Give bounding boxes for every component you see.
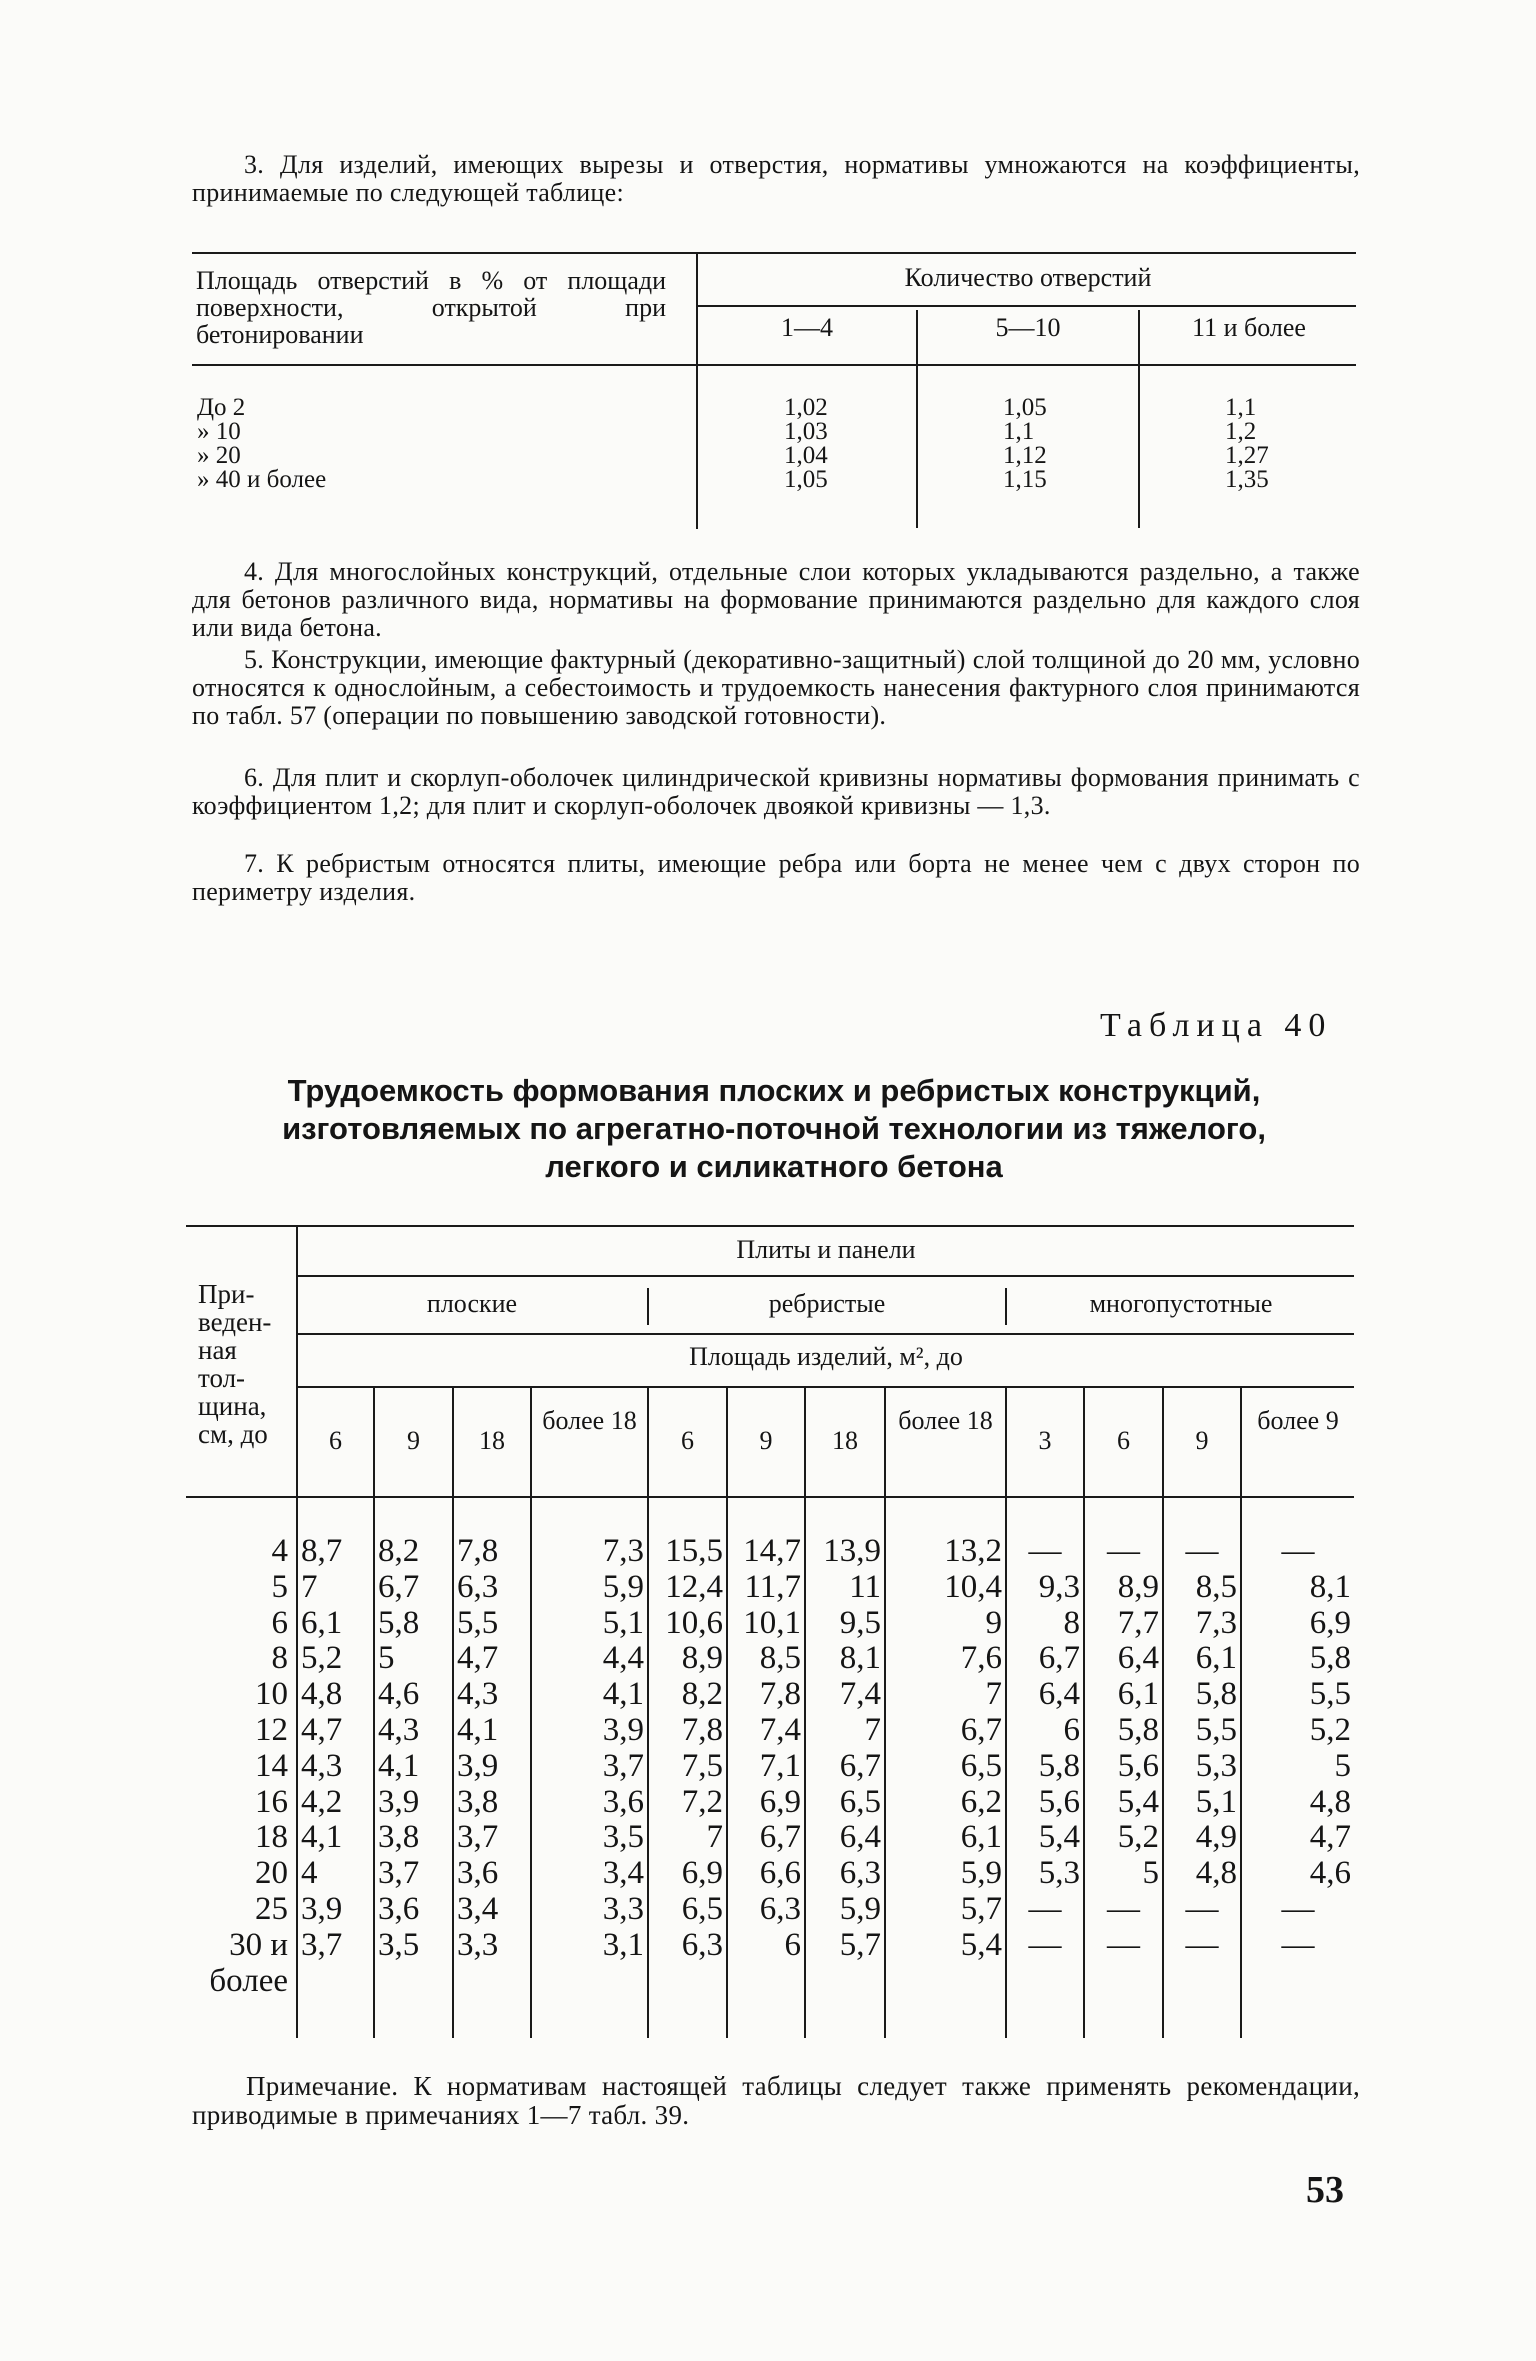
paragraph-3: 3. Для изделий, имеющих вырезы и отверстия, нормативы умножаются на коэффициенты, принимаемые по следующей таблице: [192,150,1360,207]
row-label: более [209,1962,288,1999]
table-rule [297,1333,1354,1335]
table-cell: 4,1 [457,1711,499,1748]
table-rule [726,1387,728,2038]
table-rule [186,1225,1354,1227]
table-column [809,1534,881,1964]
table-cell: 6,9 [681,1855,723,1892]
table1-row-label: » 10 [197,418,241,445]
table-cell: 7 [985,1676,1002,1713]
table-cell: 4,2 [301,1783,343,1820]
table-cell: 6,7 [839,1747,881,1784]
table-cell: 5 [1142,1855,1159,1892]
table-cell: 5,2 [1117,1819,1159,1856]
table-rule [373,1387,375,2038]
table-cell: — [1281,1926,1315,1963]
table-cell: 5,8 [1309,1640,1351,1677]
table-column [301,1534,370,1964]
table-cell: 3,7 [301,1926,343,1963]
table-cell: — [1028,1890,1062,1927]
table-cell: 7 [706,1819,723,1856]
table-cell: 4,1 [378,1747,420,1784]
subgroup-header: плоские [426,1289,518,1318]
table-cell: 4,1 [602,1676,644,1713]
table-cell: 5 [378,1640,395,1677]
table-cell: 3,4 [457,1890,499,1927]
table-column [731,1534,801,1964]
table-cell: 7,4 [759,1711,801,1748]
paragraph-7: 7. К ребристым относятся плиты, имеющие ребра или борта не менее чем с двух сторон по периметру изделия. [192,849,1360,906]
table-rule [647,1288,649,1325]
table-cell: 11 [849,1568,881,1605]
table-cell: 5,3 [1038,1855,1080,1892]
table-cell: — [1185,1926,1219,1963]
table-cell: 4,3 [378,1711,420,1748]
table-cell: 7,3 [1195,1604,1237,1641]
table-cell: 8 [1063,1604,1080,1641]
table-cell: 3,8 [457,1783,499,1820]
table-cell: 3,3 [602,1890,644,1927]
column-header: 9 [759,1426,773,1455]
stub-header: При- веден- ная тол- щина, см, до [198,1279,272,1449]
table-cell: — [1281,1533,1315,1569]
table-cell: 6,4 [1038,1676,1080,1713]
table-cell: 6,3 [457,1568,499,1605]
table-cell: 7,5 [681,1747,723,1784]
table-cell: 8,2 [681,1676,723,1713]
table1-column-header: 1—4 [781,313,833,342]
table1-cell: 1,15 [1003,466,1047,493]
table-cell: — [1107,1926,1140,1963]
column-header: 6 [1117,1426,1130,1455]
table-cell: 6,4 [839,1819,881,1856]
table-cell: 6,7 [1038,1640,1080,1677]
table-cell: 4,4 [602,1640,644,1677]
table-cell: 5,5 [1309,1676,1351,1713]
table-cell: 6,1 [1117,1676,1159,1713]
table-cell: 8,7 [301,1533,343,1569]
table-rule [1005,1288,1007,1325]
table-cell: 5,5 [1195,1711,1237,1748]
table-cell: 4,9 [1195,1819,1237,1856]
area-header: Площадь изделий, м², до [689,1342,963,1371]
column-header: более 18 [898,1406,993,1435]
column-header: 6 [329,1426,342,1455]
table1-column-header: 5—10 [995,313,1061,342]
table-cell: 5,8 [1038,1747,1080,1784]
table1-cell: 1,02 [784,394,828,421]
table-cell: 6,7 [759,1819,801,1856]
table-cell: 5,9 [839,1890,881,1927]
table-rule [647,1387,649,2038]
table-cell: 5,8 [1195,1676,1237,1713]
table1-cell: 1,35 [1225,466,1269,493]
table-cell: 5,2 [1309,1711,1351,1748]
table1-header-left: Площадь отверстий в % от площади поверхности, открытой при бетонировании [196,266,666,349]
table-cell: 4 [301,1855,318,1892]
table-cell: 6,9 [759,1783,801,1820]
table-column [1010,1534,1080,1964]
table-rule [697,305,1356,307]
table-cell: 7,8 [457,1533,499,1569]
row-label: 14 [255,1747,288,1784]
table-rule [916,310,918,528]
table-rule [297,1386,1354,1388]
table-cell: — [1185,1533,1219,1569]
table-cell: 7,6 [960,1640,1002,1677]
table-cell: 12,4 [665,1568,723,1605]
table-cell: 3,7 [457,1819,499,1856]
table-cell: 10,6 [665,1604,723,1641]
subgroup-header: многопустотные [1089,1289,1273,1318]
table-cell: 6,9 [1309,1604,1351,1641]
table-cell: 6,1 [301,1604,343,1641]
table-cell: 4,7 [1309,1819,1351,1856]
table-cell: 7,7 [1117,1604,1159,1641]
table-cell: — [1107,1533,1140,1569]
table-cell: — [1185,1890,1219,1927]
table-cell: 3,7 [602,1747,644,1784]
table-rule [452,1387,454,2038]
table-cell: 3,6 [378,1890,420,1927]
table-cell: 4,8 [301,1676,343,1713]
table-cell: 13,2 [944,1533,1002,1569]
page-number: 53 [1306,2169,1344,2211]
table1-cell: 1,05 [784,466,828,493]
table-cell: 6,3 [759,1890,801,1927]
table-cell: 3,7 [378,1855,420,1892]
table-cell: 3,5 [378,1926,420,1963]
table-cell: 3,3 [457,1926,499,1963]
table-title-line: изготовляемых по агрегатно-поточной технологии из тяжелого, [282,1111,1266,1146]
table-rule [1240,1387,1242,2038]
row-label: 18 [255,1819,288,1856]
table-cell: 7,4 [839,1676,881,1713]
table1-cell: 1,27 [1225,442,1269,469]
table-cell: 3,8 [378,1819,420,1856]
table-cell: 11,7 [744,1568,801,1605]
table-cell: 6,5 [960,1747,1002,1784]
table-cell: 7 [864,1711,881,1748]
column-header: 18 [479,1426,505,1455]
table-cell: 6,5 [839,1783,881,1820]
table-cell: — [1281,1890,1315,1927]
table-cell: 5,3 [1195,1747,1237,1784]
table-cell: 3,1 [602,1926,644,1963]
table-cell: 5,5 [457,1604,499,1641]
row-label: 4 [271,1533,288,1569]
table-cell: 5,8 [378,1604,420,1641]
table-cell: 3,5 [602,1819,644,1856]
table-cell: 5,7 [960,1890,1002,1927]
table-cell: 4,3 [457,1676,499,1713]
table-cell: 4,8 [1309,1783,1351,1820]
row-label: 10 [255,1676,288,1713]
table1-cell: 1,1 [1225,394,1257,421]
subgroup-header: ребристые [768,1289,886,1318]
table-cell: 4,7 [457,1640,499,1677]
column-header: 9 [1195,1426,1209,1455]
table-cell: 14,7 [743,1533,801,1569]
table-cell: 10,4 [944,1568,1002,1605]
row-label: 5 [271,1568,288,1605]
table-cell: 6 [784,1926,801,1963]
row-label: 25 [255,1890,288,1927]
table-cell: 8,2 [378,1533,420,1569]
table-column [1167,1534,1237,1964]
table-cell: 9,3 [1038,1568,1080,1605]
table-cell: 5,1 [602,1604,644,1641]
table-cell: 5,4 [960,1926,1002,1963]
table-title-line: легкого и силикатного бетона [545,1149,1003,1184]
table-cell: 8,1 [839,1640,881,1677]
table-cell: 6,4 [1117,1640,1159,1677]
table-cell: 10,1 [743,1604,801,1641]
table-cell: 5,9 [602,1568,644,1605]
table-rule [1138,310,1140,528]
table-rule [192,364,1356,366]
table1-cell: 1,12 [1003,442,1047,469]
table-column [889,1534,1002,1964]
table-rule [530,1387,532,2038]
table-cell: 6,5 [681,1890,723,1927]
table-cell: 7 [301,1568,318,1605]
table-cell: 6,1 [960,1819,1002,1856]
table-cell: 15,5 [665,1533,723,1569]
table-cell: 8,5 [759,1640,801,1677]
table1-cell: 1,05 [1003,394,1047,421]
table-cell: 4,6 [1309,1855,1351,1892]
row-label: 8 [271,1640,288,1677]
table-column [457,1534,527,1964]
paragraph-6: 6. Для плит и скорлуп-оболочек цилиндрической кривизны нормативы формования принимать с коэффициентом 1,2; для плит и скорлуп-оболочек двоякой кривизны — 1,3. [192,763,1360,820]
table-cell: 8,9 [681,1640,723,1677]
table-cell: 3,6 [457,1855,499,1892]
table-cell: 6,3 [681,1926,723,1963]
paragraph-5: 5. Конструкции, имеющие фактурный (декоративно-защитный) слой толщиной до 20 мм, условно относятся к однослойным, а себестоимость и трудоемкость нанесения фактурного слоя принимаются по табл. 57 (операции по повышению заводской готовности). [192,645,1360,730]
table1-cell: 1,03 [784,418,828,445]
table-column [535,1534,644,1964]
row-label: 16 [255,1783,288,1820]
row-label: 6 [271,1604,288,1641]
table1-row-label: » 20 [197,442,241,469]
table1-cell: 1,2 [1225,418,1257,445]
table-cell: 4,1 [301,1819,343,1856]
table-cell: 5,6 [1038,1783,1080,1820]
table-cell: 3,9 [301,1890,343,1927]
table-column [652,1534,723,1964]
table-cell: 7,8 [681,1711,723,1748]
table1-header-group: Количество отверстий [904,263,1152,292]
table1-column-header: 11 и более [1192,313,1306,342]
table-cell: 9 [985,1604,1002,1641]
row-label: 30 и [229,1926,288,1963]
table-cell: 5,7 [839,1926,881,1963]
table-cell: 6,7 [378,1568,420,1605]
table-title [192,1072,1356,1186]
table-cell: — [1107,1890,1140,1927]
table-title-line: Трудоемкость формования плоских и ребристых конструкций, [287,1073,1261,1108]
row-label: 12 [255,1711,288,1748]
table-cell: 3,9 [602,1711,644,1748]
table-cell: 6,7 [960,1711,1002,1748]
table-cell: 6,2 [960,1783,1002,1820]
table-cell: 3,9 [457,1747,499,1784]
table-cell: 6,3 [839,1855,881,1892]
row-label: 20 [255,1855,288,1892]
table-rule [186,1496,1354,1498]
table-cell: 5,4 [1038,1819,1080,1856]
table-cell: 13,9 [823,1533,881,1569]
table-cell: 5,2 [301,1640,343,1677]
table-cell: 6,6 [759,1855,801,1892]
column-header: 18 [832,1426,858,1455]
table-rule [696,252,698,529]
table-cell: 4,6 [378,1676,420,1713]
table-column [1088,1534,1159,1964]
table-rule [192,252,1356,254]
table-cell: — [1028,1926,1062,1963]
table-cell: 8,9 [1117,1568,1159,1605]
table-cell: 5,8 [1117,1711,1159,1748]
column-header: более 18 [542,1406,637,1435]
table-column [378,1534,449,1964]
table-cell: 5 [1334,1747,1351,1784]
table-cell: 7,3 [602,1533,644,1569]
table-cell: 5,4 [1117,1783,1159,1820]
table-cell: 5,6 [1117,1747,1159,1784]
table-rule [1005,1387,1007,2038]
table-cell: 4,7 [301,1711,343,1748]
group-header: Плиты и панели [736,1235,916,1264]
table-cell: 8,1 [1309,1568,1351,1605]
table-cell: 6,1 [1195,1640,1237,1677]
column-header: 6 [681,1426,694,1455]
table-rule [297,1275,1354,1277]
column-header: 9 [407,1426,420,1455]
table-cell: 4,8 [1195,1855,1237,1892]
table-cell: 3,6 [602,1783,644,1820]
table-cell: 3,4 [602,1855,644,1892]
table1-cell: 1,04 [784,442,828,469]
table-cell: 6 [1063,1711,1080,1748]
table-rule [804,1387,806,2038]
table-rule [1162,1387,1164,2038]
table-rule [1083,1387,1085,2038]
table-cell: 9,5 [839,1604,881,1641]
column-header: 3 [1038,1426,1052,1455]
column-header: более 9 [1257,1406,1339,1435]
table-cell: 5,1 [1195,1783,1237,1820]
table-cell: 4,3 [301,1747,343,1784]
table-cell: 7,2 [681,1783,723,1820]
table1-cell: 1,1 [1003,418,1035,445]
table-cell: 7,1 [759,1747,801,1784]
paragraph-4: 4. Для многослойных конструкций, отдельные слои которых укладываются раздельно, а также для бетонов различного вида, нормативы на формование принимаются раздельно для каждого слоя или вида бетона. [192,557,1360,642]
table-cell: — [1028,1533,1062,1569]
table-cell: 5,9 [960,1855,1002,1892]
table-cell: 8,5 [1195,1568,1237,1605]
table-column [1245,1534,1351,1964]
table-cell: 3,9 [378,1783,420,1820]
table-rule [884,1387,886,2038]
table1-row-label: До 2 [197,394,246,421]
table-note: Примечание. К нормативам настоящей таблицы следует также применять рекомендации, приводимые в примечаниях 1—7 табл. 39. [192,2071,1360,2130]
table-number: Таблица 40 [1100,1007,1333,1044]
table1-row-label: » 40 и более [197,466,327,493]
table-cell: 7,8 [759,1676,801,1713]
